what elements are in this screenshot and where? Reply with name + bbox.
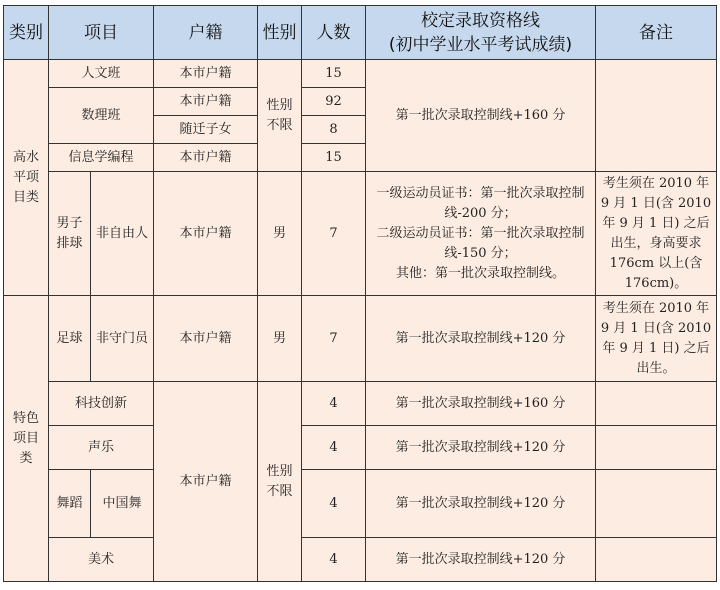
volleyball-req-first: 一级运动员证书：第一批次录取控制线-200 分； (376, 185, 585, 221)
admission-table-container (3, 5, 717, 582)
table-row (4, 426, 717, 470)
gender-special: 性别不限 (258, 382, 302, 582)
hukou-volleyball: 本市户籍 (154, 172, 258, 296)
admission-table (3, 5, 717, 582)
category-special: 特色项目类 (4, 296, 49, 582)
count-art: 4 (302, 538, 366, 582)
line-football: 第一批次录取控制线+120 分 (366, 296, 596, 382)
remarks-tech (596, 382, 717, 426)
header-remarks: 备注 (596, 6, 717, 60)
count-vocal: 4 (302, 426, 366, 470)
project-football: 足球 (49, 296, 91, 382)
header-admission-line (366, 6, 596, 60)
header-hukou: 户籍 (154, 6, 258, 60)
volleyball-req-second: 二级运动员证书：第一批次录取控制线-150 分； (376, 225, 585, 261)
project-volleyball: 男子排球 (49, 172, 91, 296)
hukou-football: 本市户籍 (154, 296, 258, 382)
count-volleyball: 7 (302, 172, 366, 296)
subproject-dance: 中国舞 (91, 470, 154, 538)
remarks-art (596, 538, 717, 582)
gender-football: 男 (258, 296, 302, 382)
remarks-football: 考生须在 2010 年 9 月 1 日(含 2010 年 9 月 1 日) 之后出生。 (596, 296, 717, 382)
table-row (4, 538, 717, 582)
header-gender: 性别 (258, 6, 302, 60)
line-tech: 第一批次录取控制线+160 分 (366, 382, 596, 426)
project-vocal: 声乐 (49, 426, 154, 470)
count-dance: 4 (302, 470, 366, 538)
volleyball-req-other: 其他：第一批次录取控制线。 (395, 265, 565, 281)
subproject-volleyball: 非自由人 (91, 172, 154, 296)
header-count: 人数 (302, 6, 366, 60)
count-math-local: 92 (302, 88, 366, 116)
project-tech: 科技创新 (49, 382, 154, 426)
hukou-math-migrant: 随迁子女 (154, 116, 258, 144)
line-vocal: 第一批次录取控制线+120 分 (366, 426, 596, 470)
header-project: 项目 (49, 6, 154, 60)
remarks-dance (596, 470, 717, 538)
project-humanities: 人文班 (49, 60, 154, 88)
count-humanities: 15 (302, 60, 366, 88)
category-high-level: 高水平项目类 (4, 60, 49, 296)
subproject-football: 非守门员 (91, 296, 154, 382)
count-football: 7 (302, 296, 366, 382)
table-row (4, 382, 717, 426)
remarks-volleyball: 考生须在 2010 年 9 月 1 日(含 2010 年 9 月 1 日) 之后出生，身高要求 176cm 以上(含 176cm)。 (596, 172, 717, 296)
count-info: 15 (302, 144, 366, 172)
table-row (4, 296, 717, 382)
gender-volleyball: 男 (258, 172, 302, 296)
header-line-title: 校定录取资格线 (421, 10, 540, 31)
table-row (4, 172, 717, 296)
hukou-humanities: 本市户籍 (154, 60, 258, 88)
line-high-level: 第一批次录取控制线+160 分 (366, 60, 596, 172)
table-row (4, 470, 717, 494)
count-tech: 4 (302, 382, 366, 426)
remarks-vocal (596, 426, 717, 470)
hukou-math-local: 本市户籍 (154, 88, 258, 116)
header-row (4, 6, 717, 60)
gender-high-level: 性别不限 (258, 60, 302, 172)
project-math: 数理班 (49, 88, 154, 144)
line-dance: 第一批次录取控制线+120 分 (366, 470, 596, 538)
header-line-subtitle: (初中学业水平考试成绩) (388, 34, 573, 55)
line-art: 第一批次录取控制线+120 分 (366, 538, 596, 582)
project-info: 信息学编程 (49, 144, 154, 172)
project-dance: 舞蹈 (49, 470, 91, 538)
hukou-info: 本市户籍 (154, 144, 258, 172)
hukou-special: 本市户籍 (154, 382, 258, 582)
remarks-high-level (596, 60, 717, 172)
table-row (4, 60, 717, 88)
line-volleyball (366, 172, 596, 296)
header-category: 类别 (4, 6, 49, 60)
project-art: 美术 (49, 538, 154, 582)
count-math-migrant: 8 (302, 116, 366, 144)
